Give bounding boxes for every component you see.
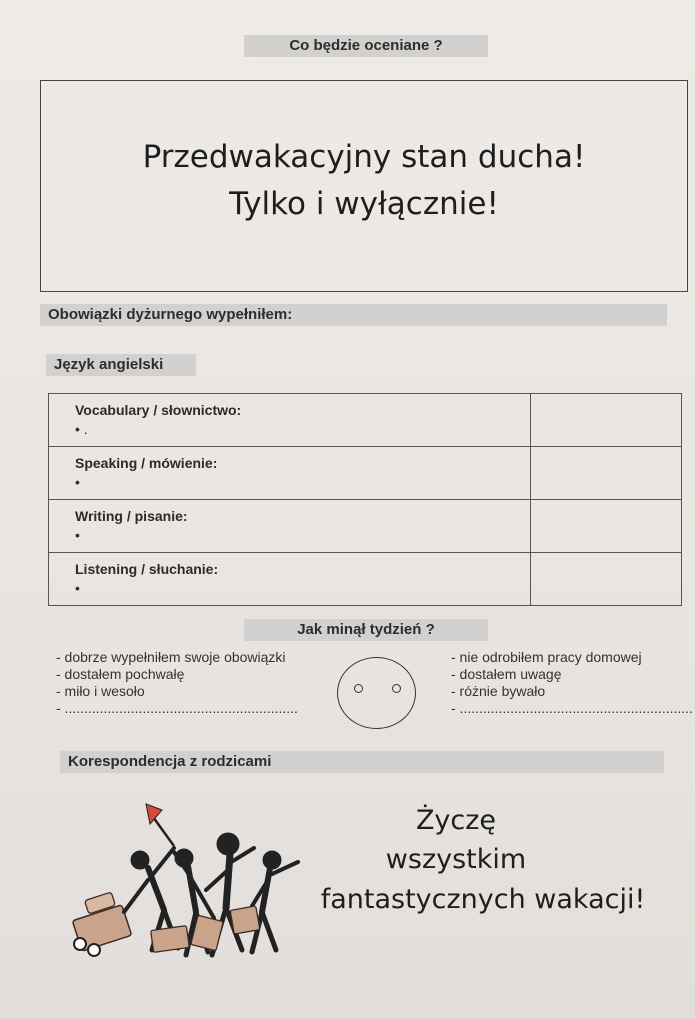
english-heading: Język angielski bbox=[46, 354, 196, 376]
main-box-line-2: Tylko i wyłącznie! bbox=[229, 186, 499, 222]
skill-bullet: • bbox=[75, 474, 80, 490]
list-item: - miło i wesoło bbox=[56, 683, 145, 699]
list-item: - różnie bywało bbox=[451, 683, 546, 699]
correspondence-heading: Korespondencja z rodzicami bbox=[60, 751, 664, 773]
skill-label: Vocabulary / słownictwo: bbox=[75, 402, 242, 418]
week-heading: Jak minął tydzień ? bbox=[244, 619, 488, 641]
skill-bullet: • bbox=[75, 580, 80, 596]
score-cell[interactable] bbox=[531, 447, 682, 500]
wish-line-1: Życzę bbox=[415, 805, 497, 836]
week-negative-list bbox=[451, 649, 693, 717]
table-row bbox=[49, 500, 682, 553]
main-box-line-1: Przedwakacyjny stan ducha! bbox=[142, 139, 586, 175]
right-eye bbox=[392, 684, 401, 693]
list-item: - ............................................................ bbox=[451, 700, 693, 716]
main-box bbox=[40, 80, 688, 292]
wish-line-3: fantastycznych wakacji! bbox=[320, 884, 646, 915]
table-row bbox=[49, 394, 682, 447]
list-item: - dobrze wypełniłem swoje obowiązki bbox=[56, 649, 286, 665]
skill-label: Speaking / mówienie: bbox=[75, 455, 218, 471]
skill-label: Listening / słuchanie: bbox=[75, 561, 219, 577]
table-row bbox=[49, 447, 682, 500]
skill-cell bbox=[49, 553, 531, 606]
skill-label: Writing / pisanie: bbox=[75, 508, 188, 524]
week-positive-list bbox=[56, 649, 318, 717]
list-item: - nie odrobiłem pracy domowej bbox=[451, 649, 642, 665]
duties-heading: Obowiązki dyżurnego wypełniłem: bbox=[40, 304, 667, 326]
left-eye bbox=[354, 684, 363, 693]
score-cell[interactable] bbox=[531, 553, 682, 606]
score-cell[interactable] bbox=[531, 394, 682, 447]
travelers-with-suitcases-icon bbox=[66, 800, 311, 965]
skill-bullet: • bbox=[75, 527, 80, 543]
page-header: Co będzie oceniane ? bbox=[244, 35, 488, 57]
skill-cell bbox=[49, 447, 531, 500]
list-item: - dostałem uwagę bbox=[451, 666, 562, 682]
list-item: - ............................................................ bbox=[56, 700, 298, 716]
score-cell[interactable] bbox=[531, 500, 682, 553]
skill-cell bbox=[49, 500, 531, 553]
list-item: - dostałem pochwałę bbox=[56, 666, 185, 682]
table-row bbox=[49, 553, 682, 606]
skill-cell bbox=[49, 394, 531, 447]
skill-bullet: • . bbox=[75, 421, 88, 437]
wish-line-2: wszystkim bbox=[385, 844, 527, 875]
english-skills-table bbox=[48, 393, 682, 606]
neutral-face-icon bbox=[337, 657, 416, 729]
